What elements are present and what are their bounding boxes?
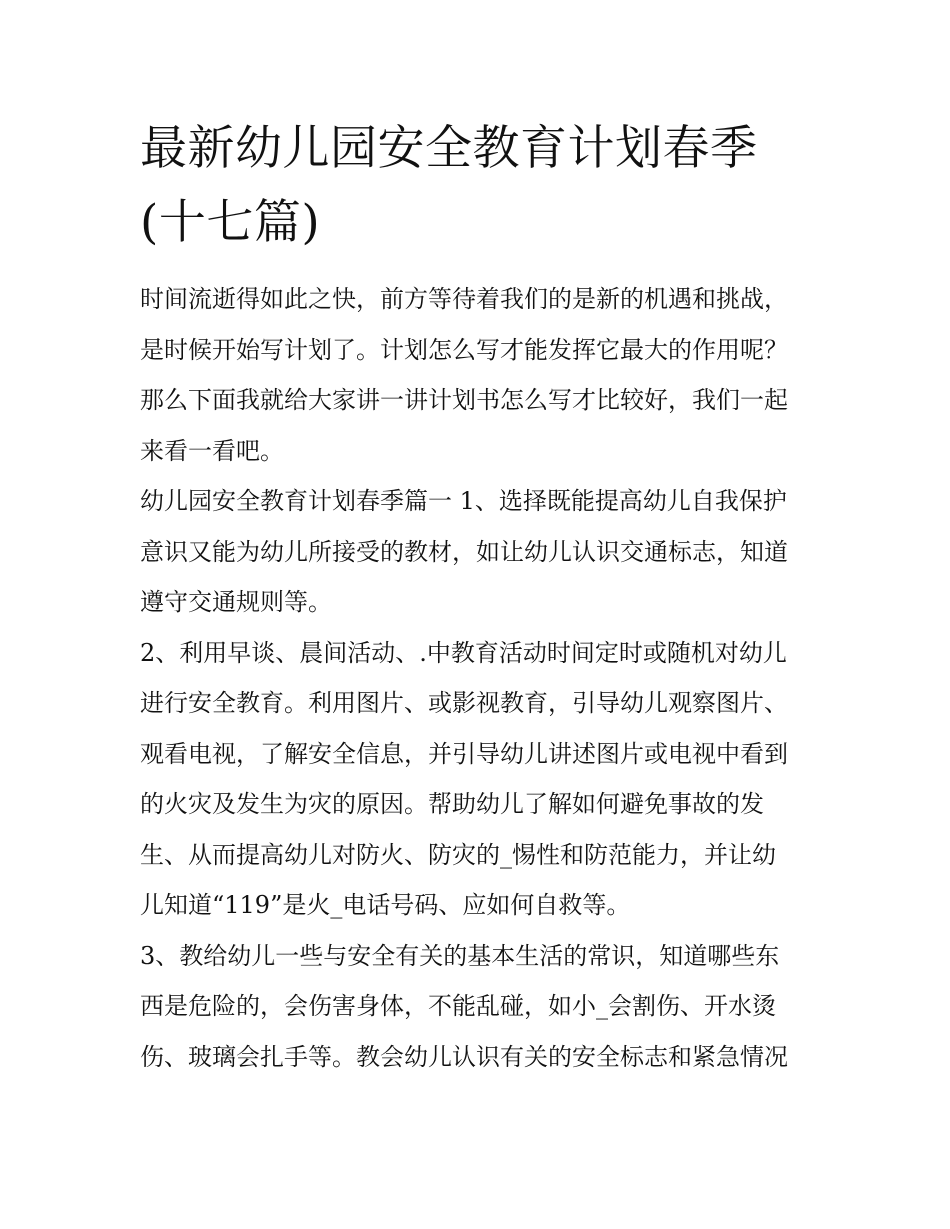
body-line: 意识又能为幼儿所接受的教材，如让幼儿认识交通标志，知道: [140, 537, 788, 566]
body-line: 2、利用早谈、晨间活动、.中教育活动时间定时或随机对幼儿: [140, 638, 787, 667]
body-line: 遵守交通规则等。: [140, 588, 332, 616]
body-line: 观看电视，了解安全信息，并引导幼儿讲述图片或电视中看到: [140, 739, 788, 768]
body-line: 时间流逝得如此之快，前方等待着我们的是新的机遇和挑战，: [140, 285, 788, 313]
body-line: 生、从而提高幼儿对防火、防灾的_惕性和防范能力，并让幼: [140, 840, 776, 869]
body-line: 那么下面我就给大家讲一讲计划书怎么写才比较好，我们一起: [140, 386, 788, 414]
body-line: 幼儿园安全教育计划春季篇一 1、选择既能提高幼儿自我保护: [140, 487, 787, 515]
document-body: [140, 274, 812, 1082]
body-line: 的火灾及发生为灾的原因。帮助幼儿了解如何避免事故的发: [140, 790, 764, 818]
body-line: 来看一看吧。: [140, 436, 284, 465]
document-title: [140, 112, 812, 260]
document-content: [140, 112, 812, 1082]
title-line-2: (十七篇): [140, 195, 321, 250]
body-line: 是时候开始写计划了。计划怎么写才能发挥它最大的作用呢？: [140, 335, 788, 364]
body-line: 伤、玻璃会扎手等。教会幼儿认识有关的安全标志和紧急情况: [140, 1042, 788, 1071]
body-line: 进行安全教育。利用图片、或影视教育，引导幼儿观察图片、: [140, 689, 788, 717]
body-line: 儿知道“119”是火_电话号码、应如何自救等。: [140, 891, 631, 919]
body-line: 3、教给幼儿一些与安全有关的基本生活的常识，知道哪些东: [140, 941, 780, 970]
title-line-1: 最新幼儿园安全教育计划春季: [140, 121, 758, 176]
body-line: 西是危险的，会伤害身体，不能乱碰，如小_会割伤、开水烫: [140, 992, 776, 1020]
